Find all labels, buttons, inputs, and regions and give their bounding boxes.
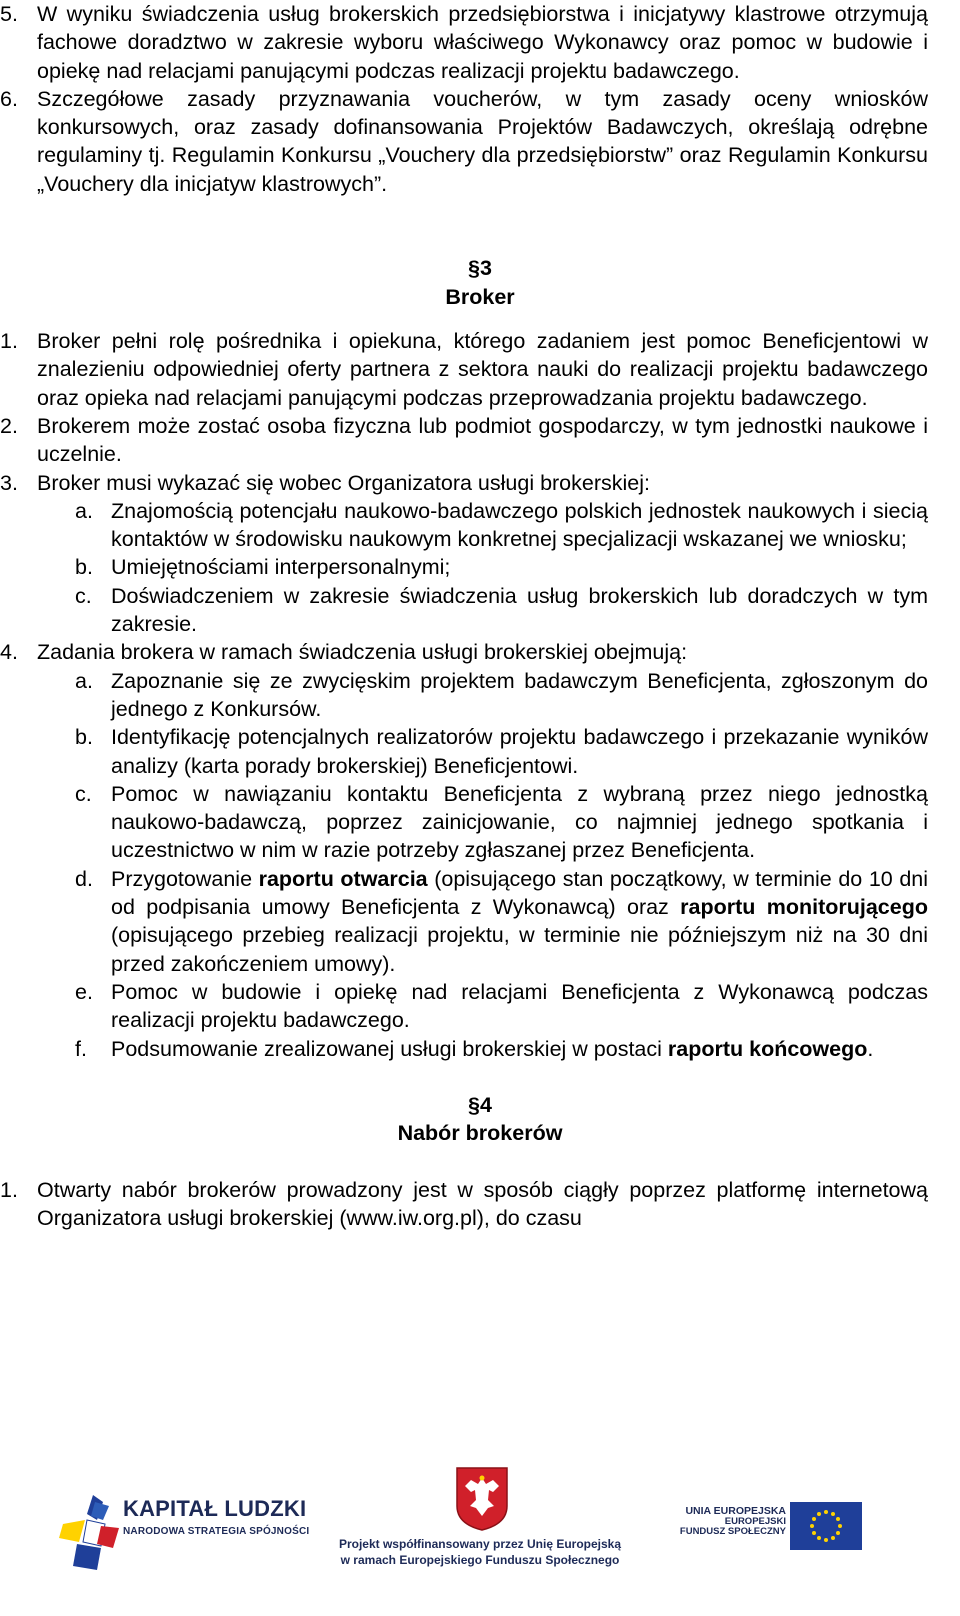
sub-item-letter: b. bbox=[75, 725, 93, 750]
item-number: 2. bbox=[0, 413, 18, 438]
broker-item-3b bbox=[0, 553, 960, 581]
cofinancing-line-1: Projekt współfinansowany przez Unię Europejską bbox=[338, 1537, 622, 1551]
sub-item-bold-text: raportu otwarcia bbox=[258, 866, 428, 891]
item-number: 4. bbox=[0, 640, 18, 665]
sub-item-bold-text: raportu końcowego bbox=[667, 1036, 868, 1061]
sub-item-text: (opisującego stan początkowy, w terminie do 10 dni od podpisania umowy Beneficjenta z Wykonawcą) oraz bbox=[111, 866, 929, 920]
item-text: Brokerem może zostać osoba fizyczna lub podmiot gospodarczy, w tym jednostki naukowe i uczelnie. bbox=[37, 413, 928, 467]
eu-flag-icon bbox=[790, 1502, 862, 1550]
sub-item-text: . bbox=[867, 1036, 874, 1061]
item-number: 5. bbox=[0, 2, 18, 26]
sub-item-text: Przygotowanie bbox=[111, 866, 259, 891]
item-text: Szczegółowe zasady przyznawania voucherów, w tym zasady oceny wniosków konkursowych, oraz zasady dofinansowania Projektów Badawczych, określają odrębne regulaminy tj. Regulamin Konkursu „Vouchery dla przedsiębiorstw” oraz Regulamin Konkursu „Vouchery dla inicjatyw klastrowych”. bbox=[37, 86, 928, 196]
broker-task-a bbox=[0, 667, 960, 724]
item-text: Broker musi wykazać się wobec Organizatora usługi brokerskiej: bbox=[37, 470, 650, 495]
sub-item-letter: a. bbox=[75, 668, 93, 693]
broker-task-c bbox=[0, 780, 960, 865]
footer-logos bbox=[0, 1480, 960, 1616]
sub-item-bold-text: raportu monitorującego bbox=[680, 895, 928, 920]
broker-task-e bbox=[0, 978, 960, 1035]
sub-item-text: Identyfikację potencjalnych realizatorów projektu badawczego i przekazanie wyników analizy (karta porady brokerskiej) Beneficjentowi. bbox=[111, 725, 928, 778]
item-text: Otwarty nabór brokerów prowadzony jest w sposób ciągły poprzez platformę internetową Organizatora usługi brokerskiej (www.iw.org.pl), do czasu bbox=[37, 1177, 928, 1231]
eu-fund-caption bbox=[660, 1506, 786, 1538]
sub-item-letter: c. bbox=[75, 583, 92, 608]
section-4-symbol: §4 bbox=[468, 1092, 492, 1117]
kapital-ludzki-subtitle: NARODOWA STRATEGIA SPÓJNOŚCI bbox=[123, 1526, 310, 1537]
sub-item-letter: e. bbox=[75, 979, 93, 1004]
broker-item-4 bbox=[0, 638, 960, 666]
eu-caption-line-3: FUNDUSZ SPOŁECZNY bbox=[679, 1526, 786, 1537]
recruitment-item-1 bbox=[0, 1176, 960, 1233]
sub-item-letter: d. bbox=[75, 866, 93, 891]
sub-item-letter: a. bbox=[75, 498, 93, 523]
sub-item-letter: c. bbox=[75, 781, 92, 806]
broker-item-2 bbox=[0, 412, 960, 469]
eu-caption-line-2: EUROPEJSKI bbox=[724, 1515, 786, 1527]
item-number: 6. bbox=[0, 86, 18, 111]
section-3-title: Broker bbox=[445, 284, 515, 309]
broker-item-3a bbox=[0, 497, 960, 554]
item-number: 1. bbox=[0, 329, 18, 354]
sub-item-text: Umiejętnościami interpersonalnymi; bbox=[111, 555, 451, 580]
eu-caption-line-1: UNIA EUROPEJSKA bbox=[685, 1505, 786, 1517]
sub-item-text: Zapoznanie się ze zwycięskim projektem badawczym Beneficjenta, zgłoszonym do jednego z Konkursów. bbox=[111, 668, 928, 721]
broker-item-3c bbox=[0, 582, 960, 639]
sub-item-text: Znajomością potencjału naukowo-badawczego polskich jednostek naukowych i siecią kontaktów w środowisku naukowym konkretnej specjalizacji wskazanej we wniosku; bbox=[111, 498, 928, 552]
sub-item-letter: b. bbox=[75, 555, 93, 580]
list-item-5 bbox=[0, 0, 960, 85]
sub-item-text: Doświadczeniem w zakresie świadczenia usług brokerskich lub doradczych w tym zakresie. bbox=[111, 583, 928, 637]
item-text: W wyniku świadczenia usług brokerskich przedsiębiorstwa i inicjatywy klastrowe otrzymują fachowe doradztwo w zakresie wyboru właściwego Wykonawcy oraz pomoc w budowie i opiekę nad relacjami panującymi podczas realizacji projektu badawczego. bbox=[37, 2, 928, 83]
item-number: 1. bbox=[0, 1177, 18, 1202]
item-text: Zadania brokera w ramach świadczenia usługi brokerskiej obejmują: bbox=[37, 640, 688, 665]
broker-task-f bbox=[0, 1035, 960, 1063]
cofinancing-note bbox=[330, 1536, 630, 1568]
section-4-title: Nabór brokerów bbox=[397, 1121, 563, 1146]
sub-item-text: Podsumowanie zrealizowanej usługi brokerskiej w postaci bbox=[111, 1036, 668, 1061]
sub-item-letter: f. bbox=[75, 1036, 87, 1061]
broker-task-d bbox=[0, 865, 960, 978]
polish-eagle-emblem-icon bbox=[455, 1466, 509, 1532]
section-3-symbol: §3 bbox=[468, 256, 492, 281]
item-number: 3. bbox=[0, 470, 18, 495]
broker-item-1 bbox=[0, 327, 960, 412]
list-item-6 bbox=[0, 85, 960, 198]
broker-task-b bbox=[0, 723, 960, 780]
cofinancing-line-2: w ramach Europejskiego Funduszu Społecznego bbox=[340, 1553, 620, 1567]
kapital-ludzki-title: KAPITAŁ LUDZKI bbox=[123, 1496, 307, 1521]
sub-item-text: Pomoc w budowie i opiekę nad relacjami Beneficjenta z Wykonawcą podczas realizacji projektu badawczego. bbox=[111, 979, 928, 1033]
item-text: Broker pełni rolę pośrednika i opiekuna, którego zadaniem jest pomoc Beneficjentowi w znalezieniu odpowiedniej oferty partnera z sektora nauki do realizacji projektu badawczego oraz opieka nad relacjami panującymi podczas przeprowadzania projektu badawczego. bbox=[37, 329, 928, 410]
sub-item-text: (opisującego przebieg realizacji projektu, w terminie nie późniejszym niż na 30 dni przed zakończeniem umowy). bbox=[111, 923, 928, 976]
broker-item-3 bbox=[0, 469, 960, 497]
sub-item-text: Pomoc w nawiązaniu kontaktu Beneficjenta z wybraną przez niego jednostką naukowo-badawczą, poprzez zainicjowanie, co najmniej jednego spotkania i uczestnictwo w nim w razie potrzeby zgłaszanej przez Beneficjenta. bbox=[111, 781, 928, 863]
